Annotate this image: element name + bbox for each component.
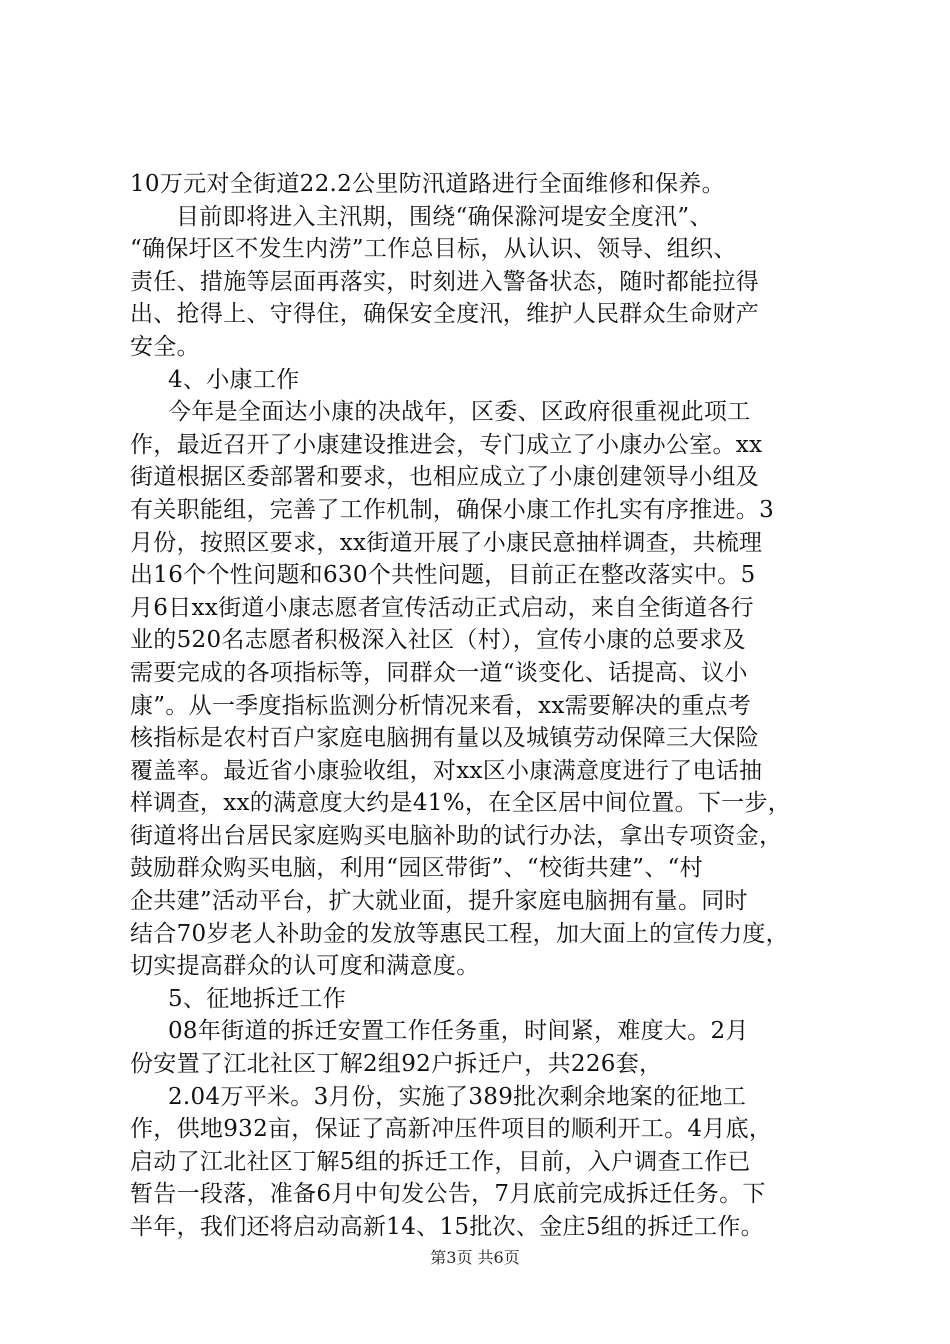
text-line: 今年是全面达小康的决战年，区委、区政府很重视此项工 (168, 399, 751, 426)
text-line: 有关职能组，完善了工作机制，确保小康工作扎实有序推进。3 (130, 496, 775, 523)
text-line: 08年街道的拆迁安置工作任务重，时间紧，难度大。2月 (168, 1018, 749, 1045)
document-body (130, 168, 840, 1244)
text-line: 安全。 (130, 333, 200, 360)
text-line: 启动了江北社区丁解5组的拆迁工作，目前，入户调查工作已 (130, 1148, 751, 1175)
text-line: 业的520名志愿者积极深入社区（村），宣传小康的总要求及 (130, 627, 746, 654)
page-footer (0, 1245, 950, 1268)
text-line: 出16个个性问题和630个共性问题，目前正在整改落实中。5 (130, 562, 756, 589)
text-line: “确保圩区不发生内涝”工作总目标，从认识、领导、组织、 (130, 236, 737, 263)
text-line: 康”。从一季度指标监测分析情况来看，xx需要解决的重点考 (130, 692, 752, 719)
text-line: 目前即将进入主汛期，围绕“确保滁河堤安全度汛”、 (176, 203, 713, 230)
text-line: 10万元对全街道22.2公里防汛道路进行全面维修和保养。 (130, 171, 725, 197)
text-line: 暂告一段落，准备6月中旬发公告，7月底前完成拆迁任务。下 (130, 1181, 766, 1208)
text-line: 份安置了江北社区丁解2组92户拆迁户，共226套， (130, 1051, 663, 1078)
text-line: 月6日xx街道小康志愿者宣传活动正式启动，来自全街道各行 (130, 594, 754, 621)
text-line: 作，供地932亩，保证了高新冲压件项目的顺利开工。4月底， (130, 1116, 773, 1143)
text-line: 出、抢得上、守得住，确保安全度汛，维护人民群众生命财产 (130, 301, 760, 328)
text-line: 2.04万平米。3月份，实施了389批次剩余地案的征地工 (168, 1083, 747, 1110)
section-heading: 4、小康工作 (168, 366, 300, 393)
text-line: 半年，我们还将启动高新14、15批次、金庄5组的拆迁工作。 (130, 1214, 764, 1240)
text-line: 样调查，xx的满意度大约是41%，在全区居中间位置。下一步， (130, 790, 792, 817)
text-line: 核指标是农村百户家庭电脑拥有量以及城镇劳动保障三大保险 (130, 725, 760, 752)
text-line: 作，最近召开了小康建设推进会，专门成立了小康办公室。xx (130, 431, 763, 458)
text-line: 切实提高群众的认可度和满意度。 (130, 953, 480, 980)
page-number: 第3页 共6页 (430, 1248, 520, 1267)
section-heading: 5、征地拆迁工作 (168, 985, 347, 1012)
text-line: 结合70岁老人补助金的发放等惠民工程，加大面上的宣传力度， (130, 920, 789, 947)
text-line: 街道根据区委部署和要求，也相应成立了小康创建领导小组及 (130, 464, 760, 491)
text-line: 企共建”活动平台，扩大就业面，提升家庭电脑拥有量。同时 (130, 888, 748, 915)
text-line: 月份，按照区要求，xx街道开展了小康民意抽样调查，共梳理 (130, 529, 763, 556)
text-line: 覆盖率。最近省小康验收组，对xx区小康满意度进行了电话抽 (130, 757, 763, 784)
text-line: 责任、措施等层面再落实，时刻进入警备状态，随时都能拉得 (130, 268, 760, 295)
text-line: 街道将出台居民家庭购买电脑补助的试行办法，拿出专项资金， (130, 822, 783, 849)
text-line: 需要完成的各项指标等，同群众一道“谈变化、话提高、议小 (130, 659, 748, 686)
text-line: 鼓励群众购买电脑，利用“园区带街”、“校街共建”、“村 (130, 855, 703, 882)
